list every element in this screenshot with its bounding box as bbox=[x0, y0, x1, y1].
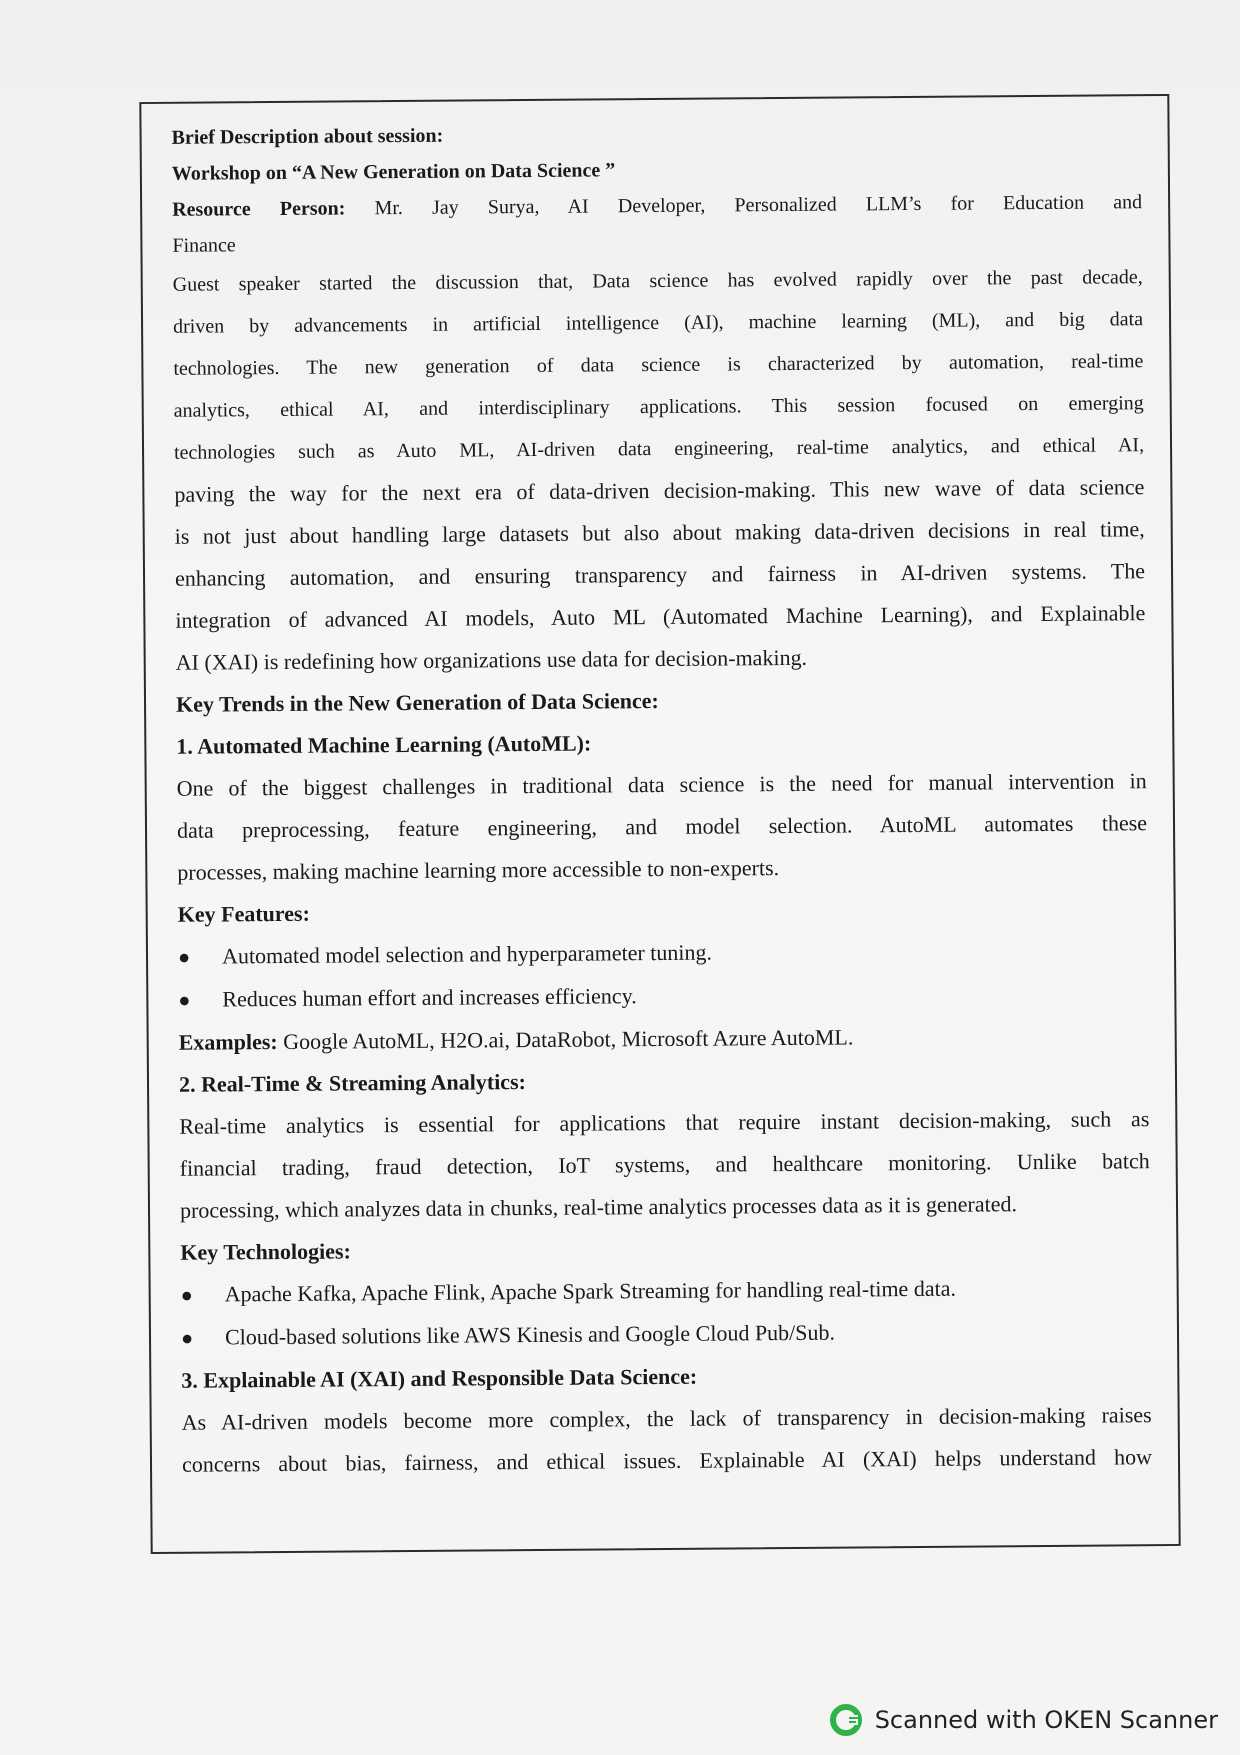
workshop-title: Workshop on “A New Generation on Data Science ” bbox=[171, 159, 616, 185]
intro-line: AI (XAI) is redefining how organizations use data for decision-making. bbox=[175, 644, 808, 675]
key-features-heading: Key Features: bbox=[177, 900, 310, 927]
list-item-text: Reduces human effort and increases efficiency. bbox=[222, 983, 637, 1012]
automl-line: processes, making machine learning more accessible to non-experts. bbox=[177, 855, 780, 885]
automl-heading: 1. Automated Machine Learning (AutoML): bbox=[176, 730, 592, 759]
resource-person-label: Resource Person: bbox=[172, 197, 346, 221]
intro-line: Guest speaker started the discussion that, Data science has evolved rapidly over the past decade, bbox=[172, 266, 1143, 296]
realtime-line: processing, which analyzes data in chunks, real-time analytics processes data as it is generated. bbox=[179, 1191, 1018, 1223]
realtime-paragraph bbox=[179, 1098, 1150, 1232]
resource-person-cont: Finance bbox=[172, 234, 236, 257]
list-item bbox=[181, 1309, 1151, 1360]
intro-line: technologies such as Auto ML, AI-driven data engineering, real-time analytics, and ethical AI, bbox=[173, 434, 1145, 464]
automl-line: One of the biggest challenges in traditional data science is the need for manual intervention in bbox=[176, 768, 1147, 801]
intro-line: technologies. The new generation of data science is characterized by automation, real-time bbox=[173, 350, 1144, 380]
bullet-icon: ● bbox=[178, 989, 191, 1012]
xai-heading: 3. Explainable AI (XAI) and Responsible Data Science: bbox=[181, 1363, 698, 1393]
list-item-text: Apache Kafka, Apache Flink, Apache Spark Streaming for handling real-time data. bbox=[224, 1275, 957, 1307]
intro-paragraph bbox=[173, 256, 1146, 684]
list-item-text: Cloud-based solutions like AWS Kinesis and Google Cloud Pub/Sub. bbox=[224, 1319, 836, 1350]
intro-line: driven by advancements in artificial intelligence (AI), machine learning (ML), and big data bbox=[172, 308, 1144, 338]
realtime-line: Real-time analytics is essential for applications that require instant decision-making, such as bbox=[179, 1106, 1150, 1139]
automl-paragraph bbox=[177, 760, 1148, 894]
list-item bbox=[181, 1266, 1151, 1317]
bullet-icon: ● bbox=[177, 946, 191, 969]
list-item-text: Automated model selection and hyperparameter tuning. bbox=[221, 939, 713, 969]
xai-paragraph bbox=[182, 1394, 1153, 1486]
examples-label: Examples: bbox=[178, 1029, 278, 1055]
bullet-icon: ● bbox=[180, 1284, 193, 1307]
intro-line: analytics, ethical AI, and interdisciplinary applications. This session focused on emerging bbox=[173, 392, 1144, 422]
examples-value: Google AutoML, H2O.ai, DataRobot, Microsoft Azure AutoML. bbox=[283, 1024, 854, 1054]
scanner-watermark bbox=[829, 1703, 1218, 1737]
intro-line: paving the way for the next era of data-driven decision-making. This new wave of data science bbox=[174, 474, 1145, 507]
intro-line: enhancing automation, and ensuring transparency and fairness in AI-driven systems. The bbox=[174, 558, 1146, 591]
automl-line: data preprocessing, feature engineering, and model selection. AutoML automates these bbox=[176, 810, 1148, 843]
xai-line: concerns about bias, fairness, and ethical issues. Explainable AI (XAI) helps understand how bbox=[181, 1444, 1153, 1477]
xai-line: As AI-driven models become more complex, the lack of transparency in decision-making raises bbox=[181, 1402, 1152, 1435]
intro-line: integration of advanced AI models, Auto ML (Automated Machine Learning), and Explainable bbox=[175, 600, 1146, 633]
bullet-icon: ● bbox=[180, 1327, 194, 1350]
realtime-line: financial trading, fraud detection, IoT systems, and healthcare monitoring. Unlike batch bbox=[179, 1148, 1150, 1181]
list-item bbox=[178, 928, 1148, 979]
section-heading: Brief Description about session: bbox=[171, 124, 444, 149]
watermark-text: Scanned with OKEN Scanner bbox=[874, 1706, 1218, 1734]
key-tech-heading: Key Technologies: bbox=[180, 1238, 351, 1265]
resource-person bbox=[172, 184, 1142, 228]
resource-person-value: Mr. Jay Surya, AI Developer, Personalized LLM’s for Education and bbox=[374, 191, 1143, 220]
intro-line: is not just about handling large datasets but also about making data-driven decisions in real time, bbox=[174, 516, 1145, 549]
realtime-heading: 2. Real-Time & Streaming Analytics: bbox=[178, 1069, 527, 1097]
oken-scanner-logo-icon bbox=[829, 1703, 863, 1737]
key-trends-heading: Key Trends in the New Generation of Data Science: bbox=[175, 688, 659, 717]
document-frame bbox=[139, 94, 1180, 1554]
list-item bbox=[178, 971, 1148, 1022]
